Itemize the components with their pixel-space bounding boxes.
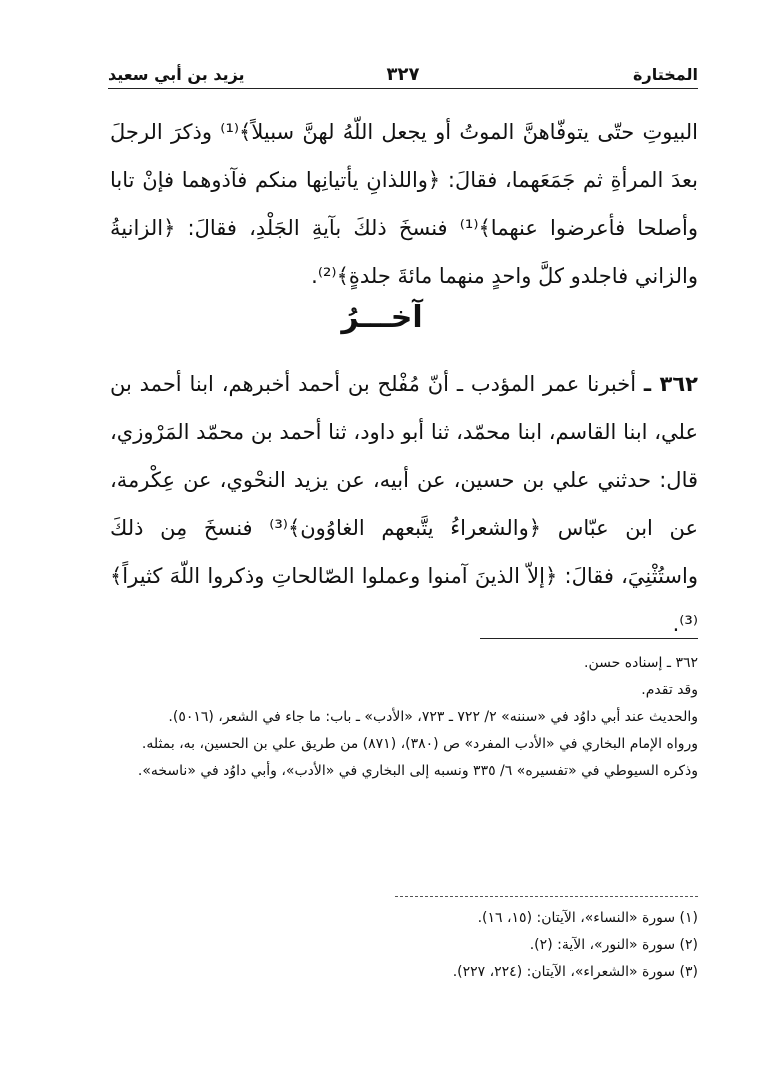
book-title: المختارة (633, 65, 698, 84)
note-line: وقد تقدم. (641, 682, 698, 698)
note-line: ورواه الإمام البخاري في «الأدب المفرد» ص (٣٨٠)، (٨٧١) من طريق علي بن الحسين، به، بمثله. (141, 736, 698, 752)
hadith-number: ٣٦٢ ـ (643, 372, 698, 396)
commentary-notes (110, 650, 698, 785)
header-divider (108, 88, 698, 89)
verse-references (110, 905, 698, 986)
reference-line: (٣) سورة «الشعراء»، الآيتان: (٢٢٤، ٢٢٧). (452, 964, 698, 980)
note-line: والحديث عند أبي داوُد في «سننه» ٢/ ٧٢٢ ـ ٧٢٣، «الأدب» ـ باب: ما جاء في الشعر، (٥٠١٦). (168, 709, 698, 725)
chapter-title: يزيد بن أبي سعيد (108, 65, 245, 84)
hadith-paragraph (110, 360, 698, 648)
hadith-text: أخبرنا عمر المؤدب ـ أنّ مُفْلح بن أحمد أخبرهم، ابنا أحمد بن علي، ابنا القاسم، ابنا محمّد، ثنا أبو داود، ثنا أحمد بن محمّد المَرْوزي، قال: حدثني علي بن حسين، عن أبيه، عن يزيد النحْوي، عن عِكْرمة، عن ابن عبّاس ﴿والشعراءُ يتَّبعهم الغاوُون﴾⁽³⁾ فنسخَ مِن ذلكَ واستُثْنِيَ، فقالَ: ﴿إلاّ الذينَ آمنوا وعملوا الصّالحاتِ وذكروا اللّهَ كثيراً﴾⁽³⁾. (110, 372, 699, 636)
page-number: ٣٢٧ (386, 64, 420, 85)
footnote-divider (480, 638, 698, 639)
references-divider (395, 896, 698, 897)
reference-line: (١) سورة «النساء»، الآيتان: (١٥، ١٦). (477, 910, 698, 926)
paragraph-continuation: البيوتِ حتّى يتوفّاهنَّ الموتُ أو يجعل اللّهُ لهنَّ سبيلاً﴾⁽¹⁾ وذكرَ الرجلَ بعدَ المرأةِ ثم جَمَعَهما، فقالَ: ﴿واللذانِ يأتيانِها منكم فآذوهما فإنْ تابا وأصلحا فأعرضوا عنهما﴾⁽¹⁾ فنسخَ ذلكَ بآيةِ الجَلْدِ، فقالَ: ﴿الزانيةُ والزاني فاجلدو كلَّ واحدٍ منهما مائةَ جلدةٍ﴾⁽²⁾. (110, 120, 699, 288)
note-line: وذكره السيوطي في «تفسيره» ٦/ ٣٣٥ ونسبه إلى البخاري في «الأدب»، وأبي داوُد في «ناسخه». (137, 763, 698, 779)
reference-line: (٢) سورة «النور»، الآية: (٢). (529, 937, 698, 953)
note-line: ٣٦٢ ـ إسناده حسن. (584, 655, 698, 671)
running-header (108, 62, 698, 88)
section-heading: آخـــرُ (341, 300, 423, 335)
